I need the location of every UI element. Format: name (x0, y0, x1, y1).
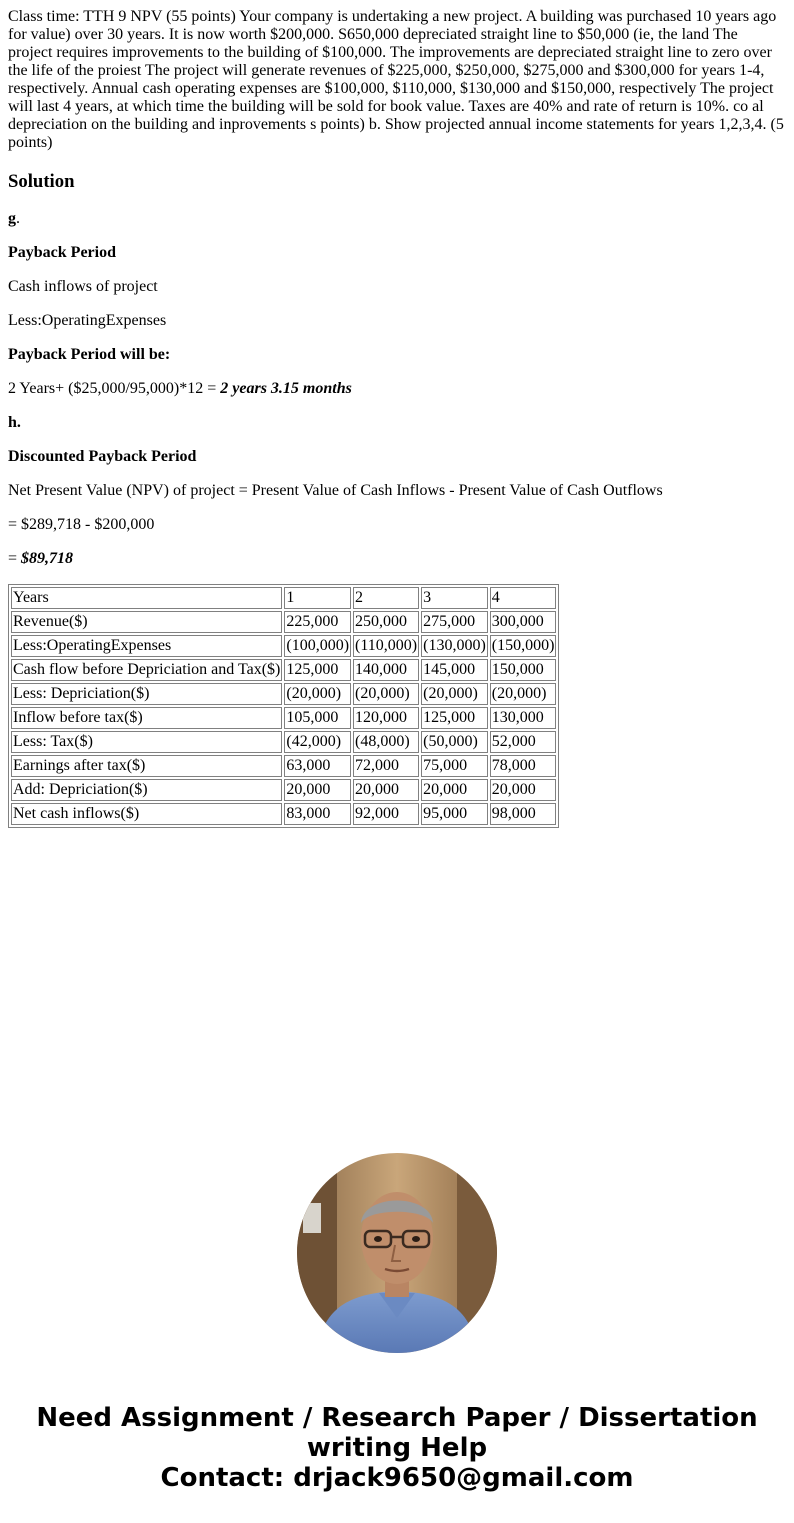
table-cell: 92,000 (353, 803, 419, 825)
table-cell: 2 (353, 587, 419, 609)
npv-eq: = (8, 550, 22, 567)
table-cell: (48,000) (353, 731, 419, 753)
part-g-dot: . (16, 210, 20, 227)
table-cell: (100,000) (284, 635, 351, 657)
table-cell: 4 (490, 587, 557, 609)
npv-result: $89,718 (21, 550, 74, 567)
table-cell: 20,000 (353, 779, 419, 801)
table-cell: (20,000) (490, 683, 557, 705)
payback-heading-text: Payback Period (8, 244, 116, 261)
banner-line-1: Need Assignment / Research Paper / Dissertation (36, 1403, 758, 1433)
npv-definition: Net Present Value (NPV) of project = Present Value of Cash Inflows - Present Value of Cash Outflows (8, 482, 663, 499)
solution-section (8, 210, 786, 568)
table-cell: 105,000 (284, 707, 351, 729)
table-row-label: Cash flow before Depriciation and Tax($) (11, 659, 282, 681)
table-cell: Years (11, 587, 282, 609)
table-row (11, 731, 556, 753)
table-row (11, 611, 556, 633)
table-cell: 63,000 (284, 755, 351, 777)
discounted-heading-text: Discounted Payback Period (8, 448, 197, 465)
table-cell: 78,000 (490, 755, 557, 777)
part-g-label (8, 210, 786, 228)
table-cell: (150,000) (490, 635, 557, 657)
table-row-label: Add: Depriciation($) (11, 779, 282, 801)
part-h-label (8, 414, 786, 432)
table-cell: 120,000 (353, 707, 419, 729)
banner-line-2: writing Help (306, 1433, 488, 1463)
payback-will-be (8, 346, 786, 364)
less-opex-text: Less:OperatingExpenses (8, 312, 167, 329)
payback-heading (8, 244, 786, 262)
table-cell: 225,000 (284, 611, 351, 633)
table-row (11, 635, 556, 657)
payback-result: 2 years 3.15 months (220, 380, 352, 397)
table-cell: 145,000 (421, 659, 488, 681)
table-cell: 75,000 (421, 755, 488, 777)
table-row-label: Net cash inflows($) (11, 803, 282, 825)
table-cell: 300,000 (490, 611, 557, 633)
part-g-letter: g (8, 210, 16, 227)
table-cell: 20,000 (421, 779, 488, 801)
table-cell: (50,000) (421, 731, 488, 753)
table-cell: (42,000) (284, 731, 351, 753)
table-cell: 250,000 (353, 611, 419, 633)
table-cell: 20,000 (284, 779, 351, 801)
table-cell: 140,000 (353, 659, 419, 681)
cash-inflows-text: Cash inflows of project (8, 278, 158, 295)
table-row-label: Revenue($) (11, 611, 282, 633)
payback-will-be-text: Payback Period will be: (8, 346, 171, 363)
table-row-label: Less: Depriciation($) (11, 683, 282, 705)
table-header-row (11, 587, 556, 609)
table-cell: (110,000) (353, 635, 419, 657)
solution-heading: Solution (8, 171, 75, 192)
table-cell: (20,000) (284, 683, 351, 705)
table-cell: 20,000 (490, 779, 557, 801)
table-cell: 130,000 (490, 707, 557, 729)
table-cell: 3 (421, 587, 488, 609)
npv-calc: = $289,718 - $200,000 (8, 516, 155, 533)
table-row (11, 803, 556, 825)
table-row-label: Inflow before tax($) (11, 707, 282, 729)
part-h-letter: h. (8, 414, 21, 431)
cash-flow-table (8, 584, 559, 828)
table-cell: (20,000) (421, 683, 488, 705)
table-row-label: Less:OperatingExpenses (11, 635, 282, 657)
author-avatar (297, 1153, 497, 1353)
table-row (11, 779, 556, 801)
table-cell: 150,000 (490, 659, 557, 681)
table-cell: 52,000 (490, 731, 557, 753)
table-row-label: Less: Tax($) (11, 731, 282, 753)
table-row-label: Earnings after tax($) (11, 755, 282, 777)
table-row (11, 683, 556, 705)
table-cell: 83,000 (284, 803, 351, 825)
table-cell: 95,000 (421, 803, 488, 825)
table-cell: 98,000 (490, 803, 557, 825)
author-photo-icon (297, 1153, 497, 1353)
contact-banner (0, 1403, 794, 1493)
question-text: Class time: TTH 9 NPV (55 points) Your company is undertaking a new project. A building was purchased 10 years ago for value) over 30 years. It is now worth $200,000. S650,000 depreciated straight line to $50,000 (ie, the land The project requires improvements to the building of $100,000. The improvements are depreciated straight line to zero over the life of the proiest The project will generate revenues of $225,000, $250,000, $275,000 and $300,000 for years 1-4, respectively. Annual cash operating expenses are $100,000, $110,000, $130,000 and $150,000, respectively The project will last 4 years, at which time the building will be sold for book value. Taxes are 40% and rate of return is 10%. co al depreciation on the building and inprovements s points) b. Show projected annual income statements for years 1,2,3,4. (5 points) (8, 8, 784, 151)
table-cell: (20,000) (353, 683, 419, 705)
table-cell: 1 (284, 587, 351, 609)
table-row (11, 707, 556, 729)
table-row (11, 659, 556, 681)
table-cell: 72,000 (353, 755, 419, 777)
discounted-heading (8, 448, 786, 466)
table-cell: (130,000) (421, 635, 488, 657)
payback-formula (8, 380, 786, 398)
payback-formula-text: 2 Years+ ($25,000/95,000)*12 = (8, 380, 221, 397)
table-cell: 125,000 (421, 707, 488, 729)
table-cell: 125,000 (284, 659, 351, 681)
npv-result-line (8, 550, 786, 568)
table-row (11, 755, 556, 777)
banner-line-3: Contact: drjack9650@gmail.com (160, 1463, 634, 1493)
table-cell: 275,000 (421, 611, 488, 633)
